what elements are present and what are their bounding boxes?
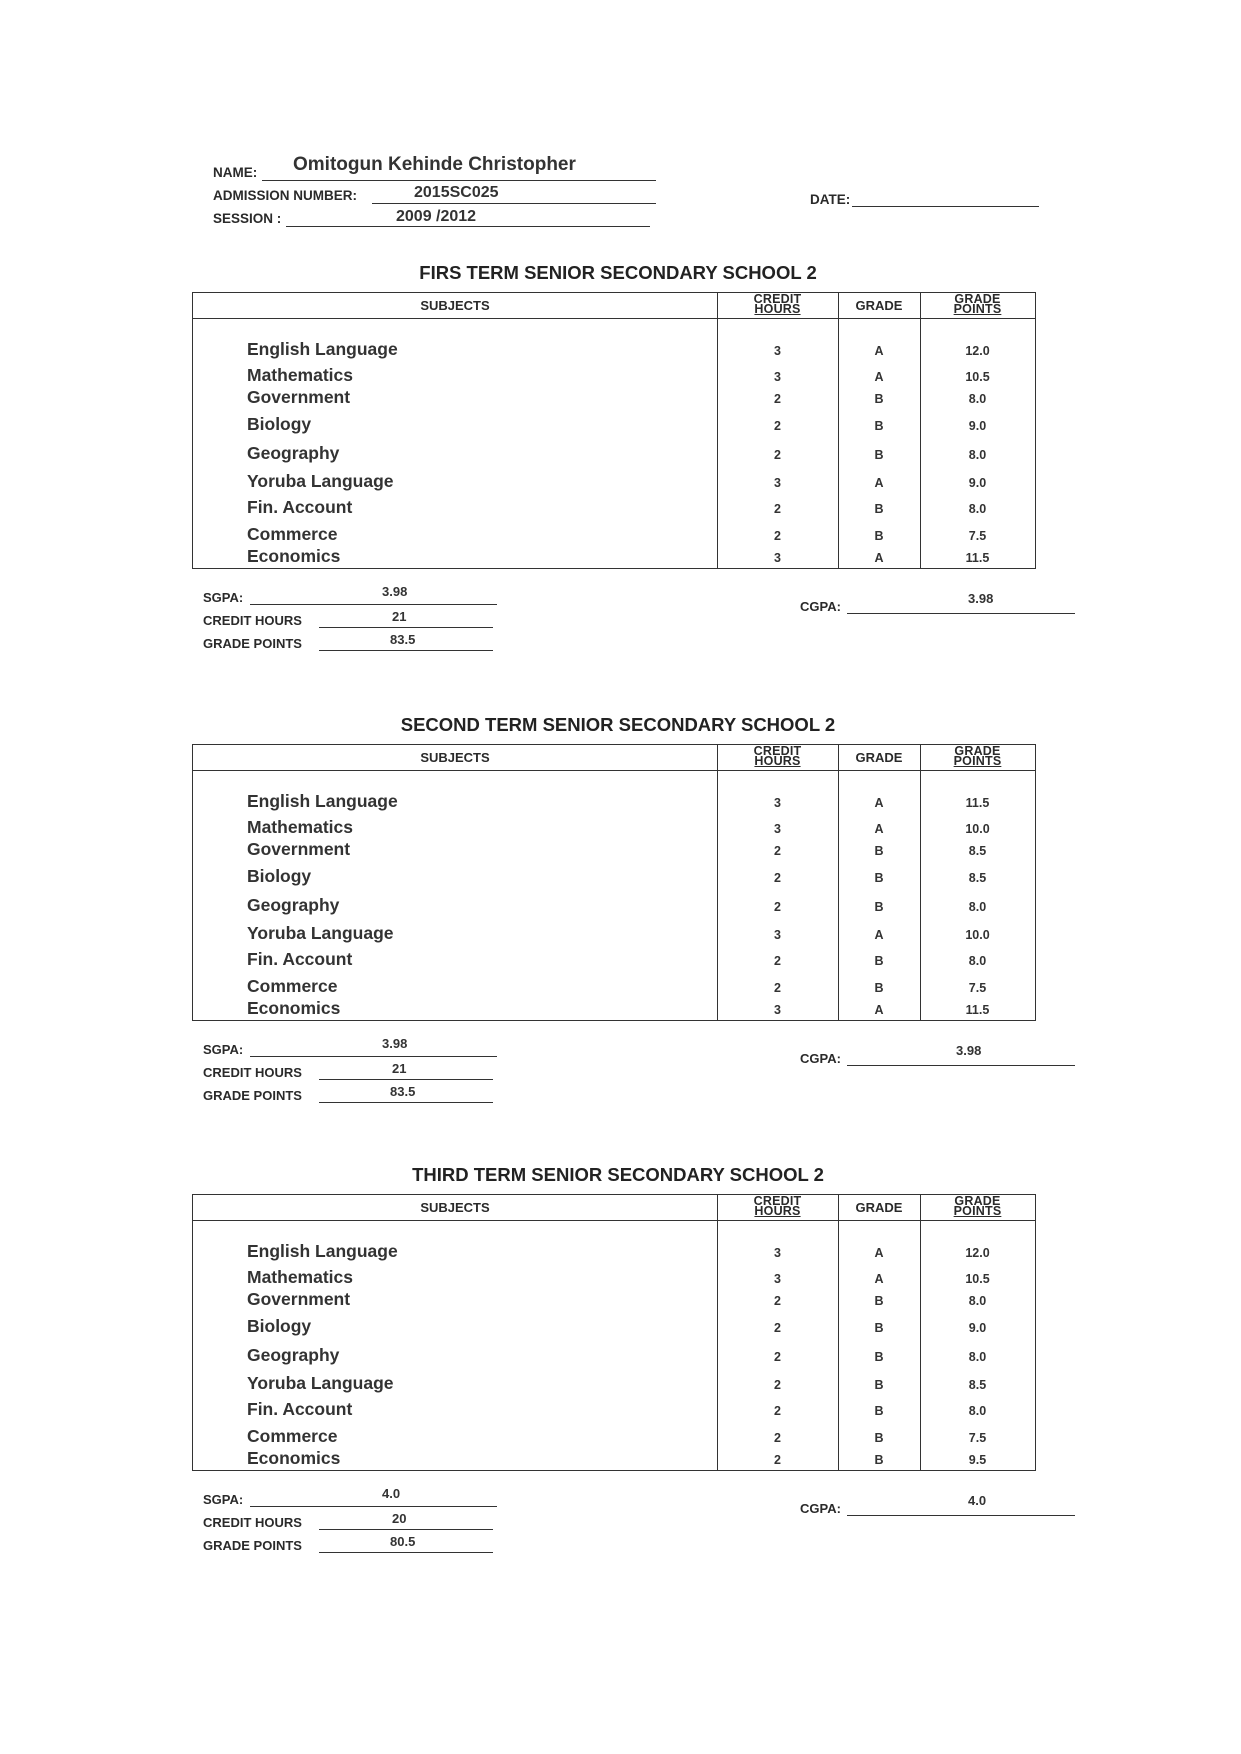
subject-name: Government (247, 839, 351, 859)
subject-name: English Language (247, 339, 398, 359)
session-line (286, 226, 650, 227)
grade-points-cell: 8.5 (968, 1378, 987, 1392)
credit-hours-label: CREDIT HOURS (203, 1515, 302, 1530)
header-credit-hours-line: HOURS (754, 754, 801, 768)
header-grade: GRADE (855, 1200, 903, 1215)
credit-hours-cell: 2 (774, 1378, 781, 1392)
grade-cell: B (874, 900, 884, 914)
credit-hours-cell: 3 (774, 1272, 781, 1286)
grade-cell: B (874, 954, 884, 968)
cgpa-value: 3.98 (956, 1043, 982, 1058)
subject-name: Biology (247, 414, 312, 434)
header-credit-hours (717, 293, 838, 319)
subject-name: Fin. Account (247, 1399, 353, 1419)
header-subjects: SUBJECTS (420, 1200, 490, 1215)
sgpa-value: 3.98 (382, 1036, 408, 1051)
credit-hours-cell: 3 (774, 1246, 781, 1260)
header-grade-points-line: POINTS (953, 754, 1002, 768)
header-grade-points-line: GRADE (954, 744, 1001, 758)
sgpa-label: SGPA: (203, 590, 244, 605)
cgpa-label: CGPA: (800, 599, 841, 614)
subject-name: Government (247, 387, 351, 407)
subject-name: Economics (247, 998, 341, 1018)
grade-cell: B (874, 1378, 884, 1392)
cgpa-line (847, 613, 1075, 614)
credit-hours-cell: 3 (774, 1003, 781, 1017)
grade-points-cell: 7.5 (968, 981, 987, 995)
sgpa-line (250, 604, 497, 605)
grade-points-line (319, 650, 493, 651)
grade-points-cell: 8.0 (968, 900, 987, 914)
subject-name: Mathematics (247, 1267, 354, 1287)
grade-cell: B (874, 871, 884, 885)
grade-cell: A (874, 1272, 884, 1286)
grade-cell: A (874, 928, 884, 942)
session-label: SESSION : (213, 211, 282, 226)
total-grade-points: 83.5 (390, 1084, 416, 1099)
subject-name: Government (247, 1289, 351, 1309)
grade-points-label: GRADE POINTS (203, 1538, 302, 1553)
grade-cell: A (874, 822, 884, 836)
grade-points-cell: 8.0 (968, 502, 987, 516)
sgpa-line (250, 1506, 497, 1507)
header-credit-hours (717, 1195, 838, 1221)
grade-points-line (319, 1552, 493, 1553)
grade-points-cell: 9.0 (968, 419, 987, 433)
admission-number-line (372, 203, 656, 204)
subject-name: Geography (247, 443, 340, 463)
grade-cell: B (874, 1431, 884, 1445)
header-credit-hours-line: CREDIT (753, 292, 802, 306)
subject-name: English Language (247, 791, 398, 811)
header-subjects: SUBJECTS (420, 750, 490, 765)
grade-cell: B (874, 981, 884, 995)
header-credit-hours-line: CREDIT (753, 1194, 802, 1208)
subject-name: Fin. Account (247, 949, 353, 969)
credit-hours-cell: 3 (774, 822, 781, 836)
credit-hours-cell: 2 (774, 529, 781, 543)
subject-name: Economics (247, 1448, 341, 1468)
credit-hours-cell: 2 (774, 1431, 781, 1445)
grade-cell: A (874, 1003, 884, 1017)
grade-points-cell: 12.0 (965, 344, 990, 358)
grade-points-cell: 10.5 (965, 1272, 990, 1286)
credit-hours-cell: 3 (774, 928, 781, 942)
grade-points-cell: 12.0 (965, 1246, 990, 1260)
grade-cell: A (874, 370, 884, 384)
sgpa-line (250, 1056, 497, 1057)
admission-number-label: ADMISSION NUMBER: (213, 188, 357, 203)
subject-name: Economics (247, 546, 341, 566)
grade-points-cell: 10.0 (965, 822, 990, 836)
credit-hours-cell: 2 (774, 1350, 781, 1364)
grade-points-cell: 10.0 (965, 928, 990, 942)
credit-hours-label: CREDIT HOURS (203, 1065, 302, 1080)
credit-hours-cell: 2 (774, 981, 781, 995)
subject-name: Biology (247, 1316, 312, 1336)
header-grade-points-line: GRADE (954, 292, 1001, 306)
credit-hours-cell: 3 (774, 344, 781, 358)
header-credit-hours-line: CREDIT (753, 744, 802, 758)
grades-table (192, 744, 1036, 1021)
grade-cell: A (874, 476, 884, 490)
total-credit-hours: 21 (392, 1061, 407, 1076)
header-grade-points (920, 293, 1035, 319)
credit-hours-cell: 3 (774, 796, 781, 810)
grade-cell: B (874, 392, 884, 406)
grade-points-cell: 7.5 (968, 1431, 987, 1445)
admission-number: 2015SC025 (414, 184, 499, 201)
header-grade-points (920, 745, 1035, 771)
grade-points-cell: 10.5 (965, 370, 990, 384)
header-credit-hours-line: HOURS (754, 302, 801, 316)
grade-points-cell: 8.0 (968, 1404, 987, 1418)
total-credit-hours: 20 (392, 1511, 407, 1526)
name-line (262, 180, 656, 181)
credit-hours-cell: 2 (774, 392, 781, 406)
grade-points-line (319, 1102, 493, 1103)
grade-points-cell: 11.5 (965, 551, 990, 565)
sgpa-value: 3.98 (382, 584, 408, 599)
credit-hours-cell: 2 (774, 871, 781, 885)
credit-hours-cell: 2 (774, 1404, 781, 1418)
cgpa-label: CGPA: (800, 1051, 841, 1066)
grade-cell: A (874, 551, 884, 565)
date-line (852, 206, 1039, 207)
credit-hours-cell: 2 (774, 1453, 781, 1467)
credit-hours-cell: 3 (774, 476, 781, 490)
subject-name: Commerce (247, 976, 338, 996)
subject-name: Fin. Account (247, 497, 353, 517)
header-grade-points-line: POINTS (953, 302, 1002, 316)
grade-points-cell: 9.0 (968, 476, 987, 490)
header-grade-points-line: GRADE (954, 1194, 1001, 1208)
credit-hours-line (319, 1529, 493, 1530)
grade-cell: A (874, 796, 884, 810)
grades-table (192, 292, 1036, 569)
subject-name: Commerce (247, 524, 338, 544)
grade-points-cell: 8.5 (968, 844, 987, 858)
credit-hours-cell: 2 (774, 1294, 781, 1308)
grade-points-label: GRADE POINTS (203, 1088, 302, 1103)
cgpa-value: 4.0 (968, 1493, 987, 1508)
header-grade-points (920, 1195, 1035, 1221)
credit-hours-label: CREDIT HOURS (203, 613, 302, 628)
grade-points-label: GRADE POINTS (203, 636, 302, 651)
credit-hours-cell: 2 (774, 954, 781, 968)
grade-cell: A (874, 344, 884, 358)
grade-cell: B (874, 1404, 884, 1418)
subject-name: Commerce (247, 1426, 338, 1446)
grade-points-cell: 11.5 (965, 1003, 990, 1017)
total-grade-points: 80.5 (390, 1534, 416, 1549)
credit-hours-cell: 3 (774, 370, 781, 384)
cgpa-value: 3.98 (968, 591, 994, 606)
grade-cell: B (874, 502, 884, 516)
subject-name: Yoruba Language (247, 1373, 394, 1393)
grade-points-cell: 8.0 (968, 1350, 987, 1364)
sgpa-label: SGPA: (203, 1042, 244, 1057)
cgpa-line (847, 1515, 1075, 1516)
grade-cell: B (874, 529, 884, 543)
header-grade: GRADE (855, 750, 903, 765)
grade-points-cell: 8.0 (968, 954, 987, 968)
grade-points-cell: 11.5 (965, 796, 990, 810)
header-credit-hours-line: HOURS (754, 1204, 801, 1218)
credit-hours-cell: 2 (774, 502, 781, 516)
student-name: Omitogun Kehinde Christopher (293, 154, 576, 175)
grade-points-cell: 8.0 (968, 392, 987, 406)
header-subjects: SUBJECTS (420, 298, 490, 313)
sgpa-value: 4.0 (382, 1486, 401, 1501)
grade-cell: A (874, 1246, 884, 1260)
credit-hours-line (319, 1079, 493, 1080)
grade-points-cell: 8.0 (968, 448, 987, 462)
grade-cell: B (874, 1321, 884, 1335)
term-title: THIRD TERM SENIOR SECONDARY SCHOOL 2 (412, 1164, 824, 1185)
subject-name: English Language (247, 1241, 398, 1261)
grade-points-cell: 8.5 (968, 871, 987, 885)
grade-cell: B (874, 844, 884, 858)
header-grade: GRADE (855, 298, 903, 313)
grades-table (192, 1194, 1036, 1471)
grade-points-cell: 9.0 (968, 1321, 987, 1335)
credit-hours-cell: 3 (774, 551, 781, 565)
subject-name: Geography (247, 895, 340, 915)
grade-cell: B (874, 448, 884, 462)
credit-hours-line (319, 627, 493, 628)
subject-name: Mathematics (247, 817, 354, 837)
sgpa-label: SGPA: (203, 1492, 244, 1507)
grade-cell: B (874, 1350, 884, 1364)
grade-points-cell: 7.5 (968, 529, 987, 543)
grade-points-cell: 9.5 (968, 1453, 987, 1467)
header-grade-points-line: POINTS (953, 1204, 1002, 1218)
total-credit-hours: 21 (392, 609, 407, 624)
term-title: FIRS TERM SENIOR SECONDARY SCHOOL 2 (419, 262, 817, 283)
credit-hours-cell: 2 (774, 419, 781, 433)
session-value: 2009 /2012 (396, 208, 477, 225)
cgpa-line (847, 1065, 1075, 1066)
cgpa-label: CGPA: (800, 1501, 841, 1516)
subject-name: Mathematics (247, 365, 354, 385)
term-title: SECOND TERM SENIOR SECONDARY SCHOOL 2 (400, 714, 836, 735)
subject-name: Yoruba Language (247, 471, 394, 491)
grade-cell: B (874, 1294, 884, 1308)
grade-cell: B (874, 1453, 884, 1467)
subject-name: Yoruba Language (247, 923, 394, 943)
grade-points-cell: 8.0 (968, 1294, 987, 1308)
date-label: DATE: (810, 192, 851, 207)
name-label: NAME: (213, 165, 258, 180)
credit-hours-cell: 2 (774, 844, 781, 858)
grade-cell: B (874, 419, 884, 433)
credit-hours-cell: 2 (774, 1321, 781, 1335)
subject-name: Biology (247, 866, 312, 886)
credit-hours-cell: 2 (774, 448, 781, 462)
header-credit-hours (717, 745, 838, 771)
subject-name: Geography (247, 1345, 340, 1365)
total-grade-points: 83.5 (390, 632, 416, 647)
credit-hours-cell: 2 (774, 900, 781, 914)
